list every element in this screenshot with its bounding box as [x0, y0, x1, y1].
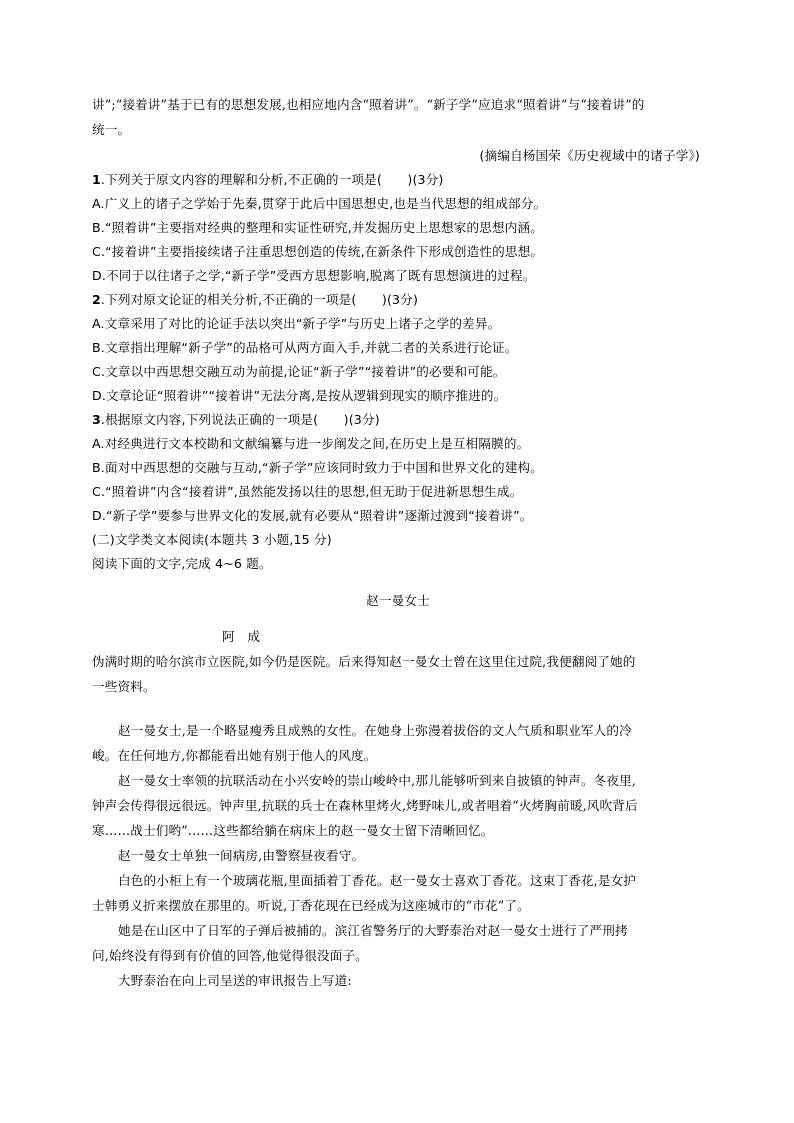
passage-line-2: 统一。 — [92, 122, 131, 137]
story-paragraph-line: 赵一曼女士,是一个略显瘦秀且成熟的女性。在她身上弥漫着拔俗的文人气质和职业军人的冷 — [118, 723, 632, 738]
question-3-stem — [92, 410, 702, 430]
question-2-option-c: C.文章以中西思想交融互动为前提,论证“新子学”“接着讲”的必要和可能。 — [92, 364, 506, 379]
question-text: .根据原文内容,下列说法正确的一项是( )(3分) — [100, 412, 380, 427]
story-paragraph-line: 白色的小柜上有一个玻璃花瓶,里面插着丁香花。赵一曼女士喜欢丁香花。这束丁香花,是女护 — [118, 873, 637, 888]
question-3-option-c: C.“照着讲”内含“接着讲”,虽然能发扬以往的思想,但无助于促进新思想生成。 — [92, 484, 523, 499]
question-3-option-a: A.对经典进行文本校勘和文献编纂与进一步阐发之间,在历史上是互相隔膜的。 — [92, 436, 530, 451]
story-title: 赵一曼女士 — [366, 593, 430, 608]
story-paragraph-line: 峻。在任何地方,你都能看出她有别于他人的风度。 — [92, 748, 377, 763]
story-paragraph-line: 大野泰治在向上司呈送的审讯报告上写道: — [118, 973, 352, 988]
question-1-option-a: A.广义上的诸子之学始于先秦,贯穿于此后中国思想史,也是当代思想的组成部分。 — [92, 196, 547, 211]
question-3-option-d: D.“新子学”要参与世界文化的发展,就有必要从“照着讲”逐渐过渡到“接着讲”。 — [92, 508, 533, 523]
story-paragraph-line: 士韩勇义折来摆放在那里的。听说,丁香花现在已经成为这座城市的“市花”了。 — [92, 898, 530, 913]
question-2-option-d: D.文章论证“照着讲”“接着讲”无法分离,是按从逻辑到现实的顺序推进的。 — [92, 388, 507, 403]
question-number: 1 — [92, 172, 101, 187]
question-text: .下列对原文论证的相关分析,不正确的一项是( )(3分) — [100, 292, 419, 307]
question-1-option-b: B.“照着讲”主要指对经典的整理和实证性研究,并发掘历史上思想家的思想内涵。 — [92, 220, 543, 235]
story-paragraph-line: 赵一曼女士单独一间病房,由警察昼夜看守。 — [118, 848, 365, 863]
question-3-option-b: B.面对中西思想的交融与互动,“新子学”应该同时致力于中国和世界文化的建构。 — [92, 460, 543, 475]
question-number: 2 — [92, 292, 101, 307]
question-text: .下列关于原文内容的理解和分析,不正确的一项是( )(3分) — [100, 172, 444, 187]
section-instruction: 阅读下面的文字,完成 4~6 题。 — [92, 556, 272, 571]
story-paragraph-line: 问,始终没有得到有价值的回答,他觉得很没面子。 — [92, 948, 368, 963]
question-2-stem — [92, 290, 702, 310]
question-1-stem — [92, 170, 702, 190]
question-1-option-c: C.“接着讲”主要指接续诸子注重思想创造的传统,在新条件下形成创造性的思想。 — [92, 244, 544, 259]
question-2-option-a: A.文章采用了对比的论证手法以突出“新子学”与历史上诸子之学的差异。 — [92, 316, 501, 331]
question-1-option-d: D.不同于以往诸子之学,“新子学”受西方思想影响,脱离了既有思想演进的过程。 — [92, 268, 536, 283]
source-citation: (摘编自杨国荣《历史视域中的诸子学》) — [479, 148, 700, 163]
story-paragraph-line: 一些资料。 — [92, 679, 156, 694]
passage-line-1: 讲”;“接着讲”基于已有的思想发展,也相应地内含“照着讲”。“新子学”应追求“照着讲”与“接着讲”的 — [92, 97, 645, 112]
question-2-option-b: B.文章指出理解“新子学”的品格可从两方面入手,并就二者的关系进行论证。 — [92, 340, 518, 355]
story-author: 阿 成 — [222, 629, 261, 644]
section-heading: (二)文学类文本阅读(本题共 3 小题,15 分) — [92, 532, 332, 547]
story-paragraph-line: 伪满时期的哈尔滨市立医院,如今仍是医院。后来得知赵一曼女士曾在这里住过院,我便翻阅了她的 — [92, 654, 636, 669]
story-paragraph-line: 赵一曼女士率领的抗联活动在小兴安岭的崇山峻岭中,那儿能够听到来自披镇的钟声。冬夜里, — [118, 773, 637, 788]
story-paragraph-line: 钟声会传得很远很远。钟声里,抗联的兵士在森林里烤火,烤野味儿,或者唱着“火烤胸前暖,风吹背后 — [92, 798, 638, 813]
question-number: 3 — [92, 412, 101, 427]
story-paragraph-line: 她是在山区中了日军的子弹后被捕的。滨江省警务厅的大野泰治对赵一曼女士进行了严刑拷 — [118, 923, 628, 938]
story-paragraph-line: 寒……战士们哟”……这些都给躺在病床上的赵一曼女士留下清晰回忆。 — [92, 823, 494, 838]
